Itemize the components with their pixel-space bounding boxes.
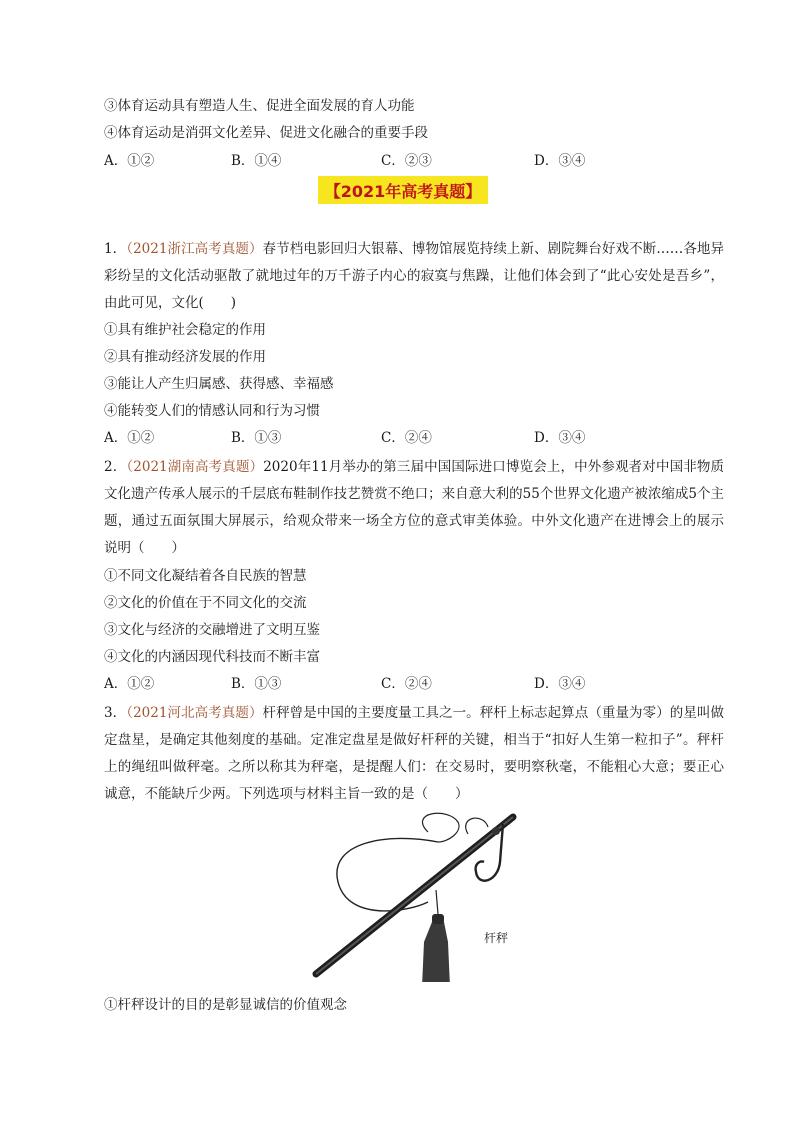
- question-stem: 2020年11月举办的第三届中国国际进口博览会上，中外参观者对中国非物质文化遗产传承人展示的千层底布鞋制作技艺赞赏不绝口；来自意大利的55个世界文化遗产被浓缩成5个主题，通过五面氛围大屏展示，给观众带来一场全方位的意式审美体验。中外文化遗产在进博会上的展示说明（ ）: [104, 459, 724, 556]
- question-stem: 杆秤曾是中国的主要度量工具之一。秤杆上标志起算点（重量为零）的星叫做定盘星，是确定其他刻度的基础。定准定盘星是做好杆秤的关键，相当于“扣好人生第一粒扣子”。秤杆上的绳纽叫做秤毫。之所以称其为秤毫，是提醒人们：在交易时，要明察秋毫，不能粗心大意；要正心诚意，不能缺斤少两。下列选项与材料主旨一致的是（ ）: [104, 705, 725, 802]
- question-3: [104, 700, 724, 808]
- question-stem: 春节档电影回归大银幕、博物馆展览持续上新、剧院舞台好戏不断……各地异彩纷呈的文化活动驱散了就地过年的万千游子内心的寂寞与焦躁，让他们体会到了“此心安处是吾乡”，由此可见，文化( ): [104, 241, 724, 311]
- question-2: [104, 454, 724, 562]
- option-d: D．③④: [534, 676, 586, 692]
- q2-item-4: ④文化的内涵因现代科技而不断丰富: [104, 649, 320, 665]
- section-banner: 【2021年高考真题】: [318, 176, 488, 204]
- steelyard-illustration: [308, 802, 538, 982]
- option-b: B．①④: [231, 153, 282, 169]
- q2-item-1: ①不同文化凝结着各自民族的智慧: [104, 568, 307, 584]
- option-b: B．①③: [231, 676, 282, 692]
- q1-item-2: ②具有推动经济发展的作用: [104, 349, 266, 365]
- option-c: C．②③: [381, 153, 432, 169]
- option-c: C．②④: [381, 430, 432, 446]
- question-source: （2021湖南高考真题）: [126, 459, 264, 475]
- q3-item-1: ①杆秤设计的目的是彰显诚信的价值观念: [104, 997, 347, 1013]
- figure-label: 杆秤: [484, 931, 509, 945]
- question-source: （2021河北高考真题）: [126, 705, 263, 721]
- question-source: （2021浙江高考真题）: [126, 241, 263, 257]
- option-a: A．①②: [104, 676, 155, 692]
- option-d: D．③④: [534, 153, 586, 169]
- question-1: [104, 236, 724, 317]
- option-b: B．①③: [231, 430, 282, 446]
- q1-item-1: ①具有维护社会稳定的作用: [104, 322, 266, 338]
- option-a: A．①②: [104, 430, 155, 446]
- question-number: 2．: [104, 459, 127, 475]
- option-d: D．③④: [534, 430, 586, 446]
- top-item-3: ③体育运动具有塑造人生、促进全面发展的育人功能: [104, 98, 415, 114]
- option-c: C．②④: [381, 676, 432, 692]
- top-item-4: ④体育运动是消弭文化差异、促进文化融合的重要手段: [104, 125, 428, 141]
- question-number: 1．: [104, 241, 127, 257]
- q2-item-3: ③文化与经济的交融增进了文明互鉴: [104, 622, 320, 638]
- q2-item-2: ②文化的价值在于不同文化的交流: [104, 595, 307, 611]
- option-a: A．①②: [104, 153, 155, 169]
- q1-item-4: ④能转变人们的情感认同和行为习惯: [104, 403, 320, 419]
- question-number: 3．: [104, 705, 127, 721]
- steelyard-figure: [308, 802, 538, 982]
- q1-item-3: ③能让人产生归属感、获得感、幸福感: [104, 376, 334, 392]
